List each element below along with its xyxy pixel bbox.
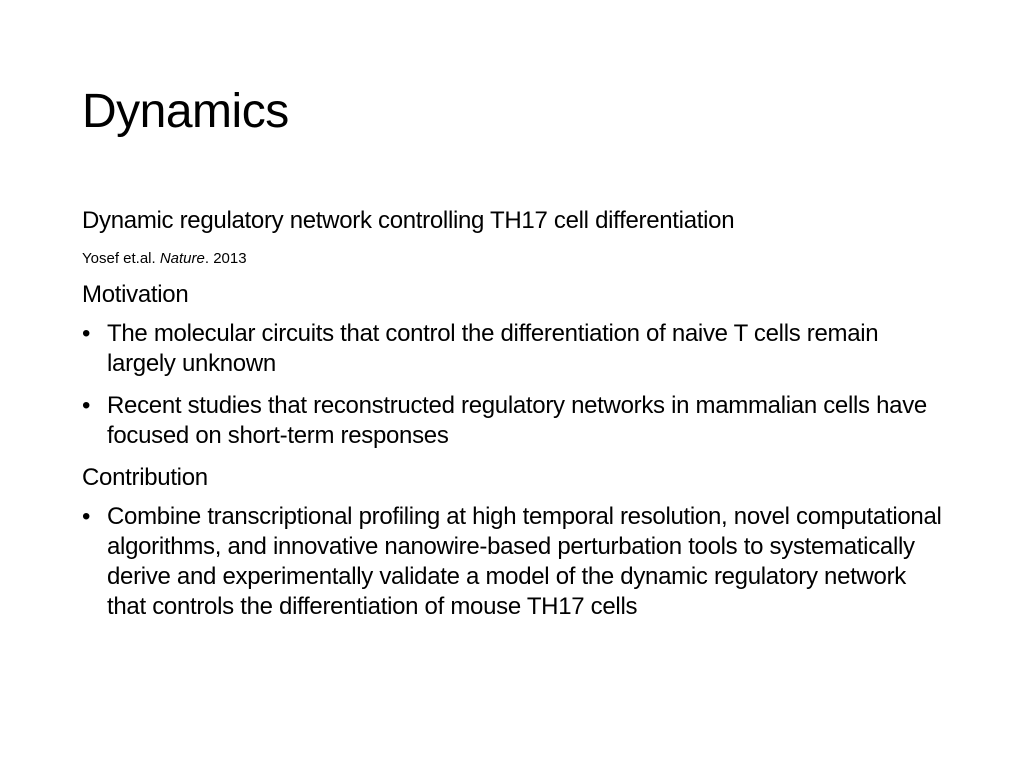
bullet-dot-icon: • — [82, 392, 91, 419]
bullet-text: Recent studies that reconstructed regulatory networks in mammalian cells have focused on short-term responses — [107, 392, 927, 449]
bullet-text: Combine transcriptional profiling at high temporal resolution, novel computational algorithms, and innovative nanowire-based perturbation tools to systematically derive and experimentally validate a model of the dynamic regulatory network that controls the differentiation of mouse TH17 cells — [107, 503, 942, 620]
bullet-item — [82, 319, 942, 379]
citation — [82, 248, 942, 270]
bullet-dot-icon: • — [82, 503, 91, 530]
slide-title: Dynamics — [82, 85, 289, 138]
paper-title: Dynamic regulatory network controlling TH17 cell differentiation — [82, 207, 735, 234]
bullet-list-contribution — [82, 502, 942, 622]
bullet-item — [82, 391, 942, 451]
bullet-dot-icon: • — [82, 320, 91, 347]
section-heading-contribution: Contribution — [82, 464, 208, 491]
slide-body — [82, 206, 942, 622]
section-heading-motivation: Motivation — [82, 281, 189, 308]
citation-journal: Nature — [159, 250, 205, 267]
bullet-text: The molecular circuits that control the differentiation of naive T cells remain largely unknown — [107, 320, 879, 377]
citation-year: . 2013 — [204, 250, 247, 267]
citation-authors: Yosef et.al. — [82, 250, 156, 267]
bullet-list-motivation — [82, 319, 942, 451]
bullet-item — [82, 502, 942, 622]
